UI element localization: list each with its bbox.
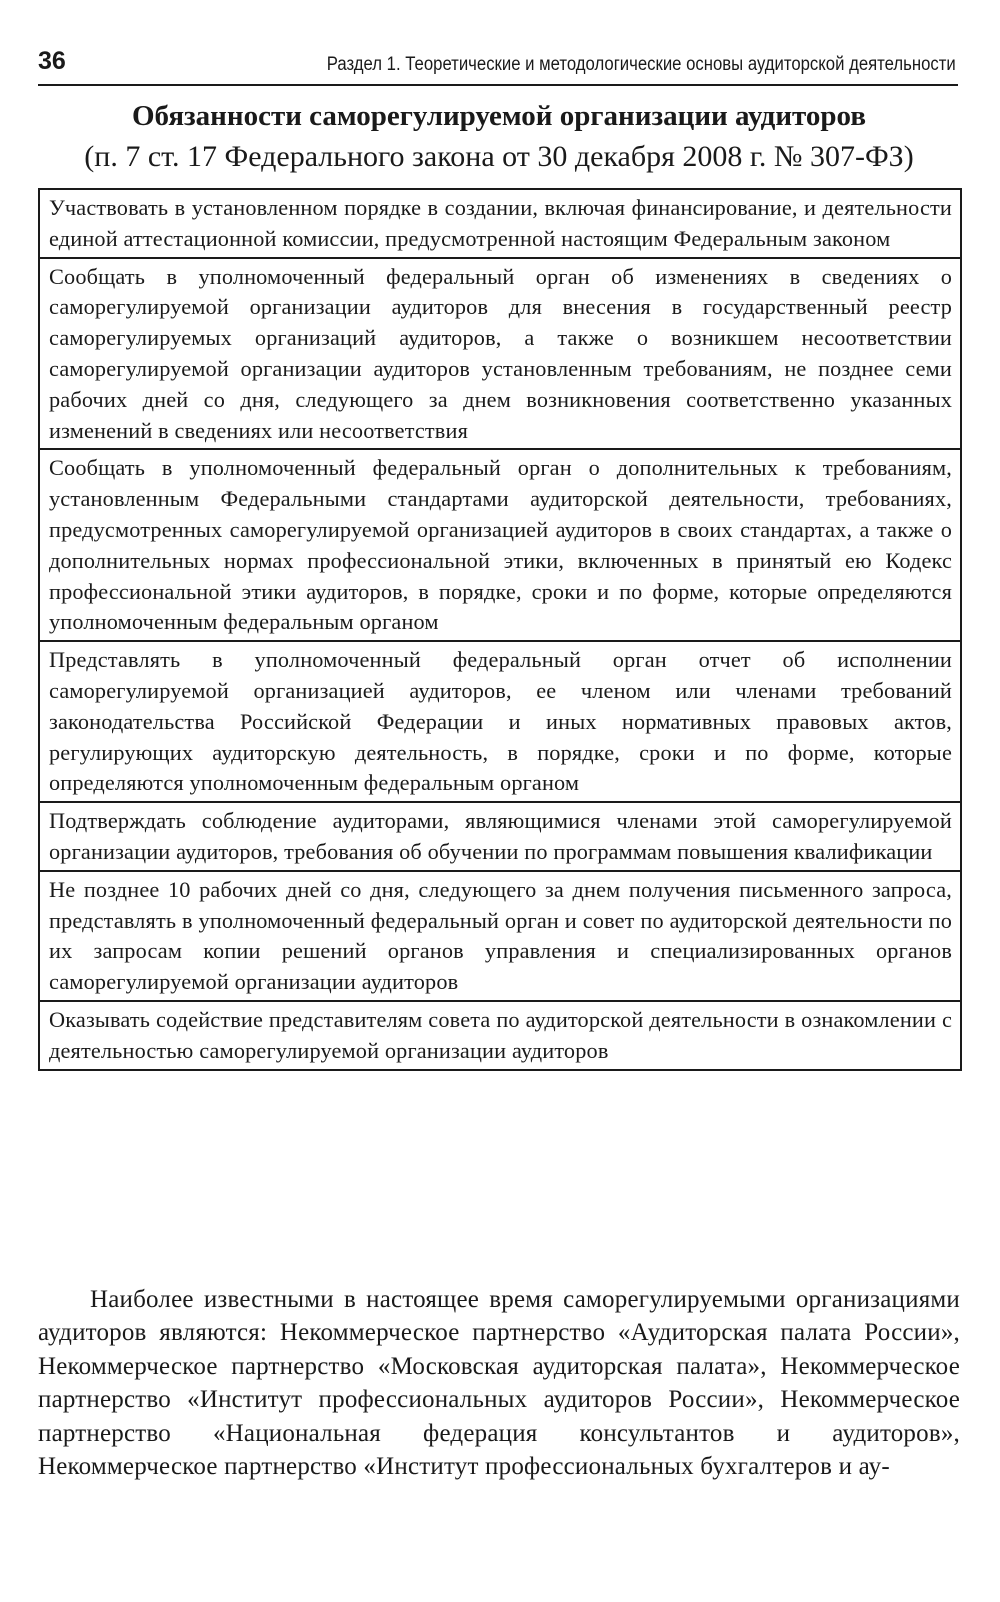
duty-cell: Подтверждать соблюдение аудиторами, являющимися членами этой саморегулируемой организации аудиторов, требования об обучении по программам повышения квалификации: [39, 802, 961, 871]
duty-cell: Представлять в уполномоченный федеральный орган отчет об исполнении саморегулируемой организацией аудиторов, ее членом или членами требований законодательства Российской Федерации и иных нормативных правовых актов, регулирующих аудиторскую деятельность, в порядке, сроки и по форме, которые определяются уполномоченным федеральным органом: [39, 641, 961, 802]
duty-cell: Оказывать содействие представителям совета по аудиторской деятельности в ознакомлении с деятельностью саморегулируемой организации аудиторов: [39, 1001, 961, 1070]
section-title: Обязанности саморегулируемой организации аудиторов: [131, 100, 866, 132]
table-row: [39, 1001, 961, 1070]
table-row: [39, 449, 961, 641]
body-paragraph: Наиболее известными в настоящее время саморегулируемыми организациями аудиторов являются: Некоммерческое партнерство «Аудиторская палата России», Некоммерческое партнерство «Московская аудиторская палата», Некоммерческое партнерство «Институт профессиональных аудиторов России», Некоммерческое партнерство «Национальная федерация консультантов и аудиторов», Некоммерческое партнерство «Институт профессиональных бухгалтеров и ау-: [38, 1286, 960, 1481]
table-row: [39, 871, 961, 1001]
duty-cell: Сообщать в уполномоченный федеральный орган об изменениях в сведениях о саморегулируемой организации аудиторов для внесения в государственный реестр саморегулируемых организаций аудиторов, а также о возникшем несоответствии саморегулируемой организации аудиторов установленным требованиям, не позднее семи рабочих дней со дня, следующего за днем возникновения соответственно указанных изменений в сведениях или несоответствия: [39, 258, 961, 450]
table-row: [39, 641, 961, 802]
page-header: [38, 44, 958, 86]
page-number: 36: [38, 47, 66, 75]
table-row: [39, 802, 961, 871]
table-row: [39, 189, 961, 258]
running-head: Раздел 1. Теоретические и методологические основы аудиторской деятельности: [327, 54, 956, 75]
section-subtitle: (п. 7 ст. 17 Федерального закона от 30 декабря 2008 г. № 307-ФЗ): [84, 140, 914, 173]
duties-table: [38, 188, 962, 1071]
duty-cell: Сообщать в уполномоченный федеральный орган о дополнительных к требованиям, установленным Федеральными стандартами аудиторской деятельности, требованиях, предусмотренных саморегулируемой организацией аудиторов в своих стандартах, а также о дополнительных нормах профессиональной этики, включенных в принятый ею Кодекс профессиональной этики аудиторов, в порядке, сроки и по форме, которые определяются уполномоченным федеральным органом: [39, 449, 961, 641]
table-row: [39, 258, 961, 450]
duty-cell: Не позднее 10 рабочих дней со дня, следующего за днем получения письменного запроса, представлять в уполномоченный федеральный орган и совет по аудиторской деятельности по их запросам копии решений органов управления и специализированных органов саморегулируемой организации аудиторов: [39, 871, 961, 1001]
duty-cell: Участвовать в установленном порядке в создании, включая финансирование, и деятельности единой аттестационной комиссии, предусмотренной настоящим Федеральным законом: [39, 189, 961, 258]
